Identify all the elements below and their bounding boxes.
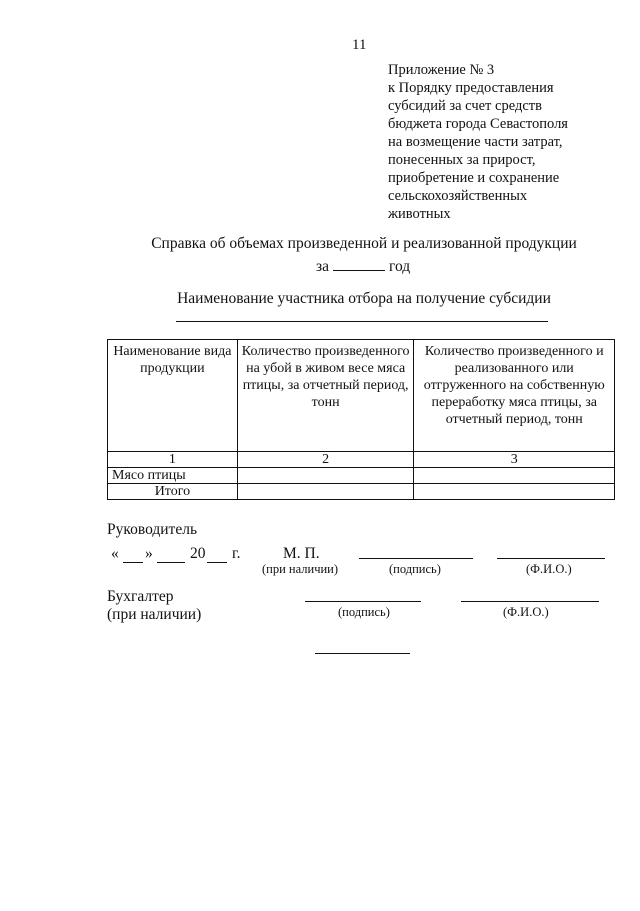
appendix-line: приобретение и сохранение (388, 170, 560, 186)
page-number: 11 (352, 37, 367, 53)
date-open-quote: « (111, 545, 119, 562)
row-label: Итого (108, 484, 238, 500)
row-cell (414, 468, 615, 484)
accountant-signature-caption: (подпись) (338, 605, 390, 619)
report-period (316, 256, 410, 276)
head-signature-line (359, 558, 473, 559)
participant-blank-line (176, 321, 548, 322)
column-number: 1 (108, 452, 238, 468)
appendix-line: животных (388, 206, 451, 222)
period-prefix: за (316, 258, 330, 275)
row-label: Мясо птицы (108, 468, 238, 484)
stamp-note: (при наличии) (262, 562, 339, 576)
column-number: 2 (237, 452, 414, 468)
date-close-quote: » (145, 545, 153, 562)
accountant-note: (при наличии) (107, 606, 202, 623)
appendix-line: сельскохозяйственных (388, 188, 528, 204)
production-table (107, 339, 615, 500)
appendix-line: бюджета города Севастополя (388, 116, 568, 132)
table-number-row (108, 452, 615, 468)
year-suffix: г. (232, 545, 241, 562)
header-sold: Количество произведенного и реализованного или отгруженного на собственную переработку мяса птицы, за отчетный период, тонн (414, 340, 615, 452)
row-cell (237, 484, 414, 500)
accountant-label: Бухгалтер (107, 588, 174, 605)
participant-label: Наименование участника отбора на получение субсидии (177, 290, 551, 307)
closing-rule (315, 653, 410, 654)
year-prefix: 20 (190, 545, 206, 562)
table-row (108, 468, 615, 484)
appendix-line: Приложение № 3 (388, 62, 495, 78)
accountant-name-caption: (Ф.И.О.) (503, 605, 549, 619)
stamp-label: М. П. (283, 545, 320, 562)
appendix-line: на возмещение части затрат, (388, 134, 563, 150)
period-suffix: год (389, 258, 411, 275)
accountant-name-line (461, 601, 599, 602)
appendix-line: субсидий за счет средств (388, 98, 542, 114)
table-header-row (108, 340, 615, 452)
document-title: Справка об объемах произведенной и реализованной продукции (151, 235, 577, 252)
head-name-caption: (Ф.И.О.) (526, 562, 572, 576)
row-cell (414, 484, 615, 500)
head-name-line (497, 558, 605, 559)
month-blank (157, 562, 185, 563)
head-signature-caption: (подпись) (389, 562, 441, 576)
table-row (108, 484, 615, 500)
head-label: Руководитель (107, 521, 198, 538)
appendix-line: понесенных за прирост, (388, 152, 536, 168)
year-blank (207, 562, 227, 563)
appendix-reference (388, 61, 628, 223)
header-product-type: Наименование вида продукции (108, 340, 238, 452)
day-blank (123, 562, 143, 563)
appendix-line: к Порядку предоставления (388, 80, 554, 96)
column-number: 3 (414, 452, 615, 468)
period-blank (333, 256, 385, 271)
row-cell (237, 468, 414, 484)
header-produced: Количество произведенного на убой в живом весе мяса птицы, за отчетный период, тонн (237, 340, 414, 452)
accountant-signature-line (305, 601, 421, 602)
